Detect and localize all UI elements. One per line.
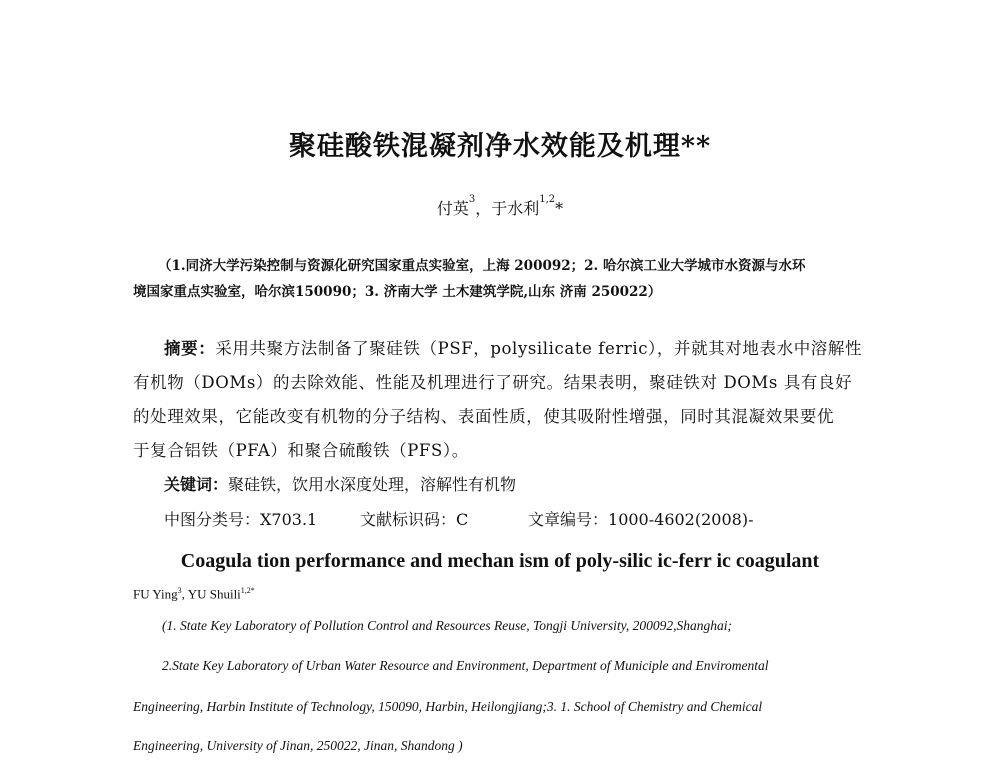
english-affiliation-line: 2.State Key Laboratory of Urban Water Resource and Environment, Department of Municiple and Enviromental <box>162 658 769 673</box>
abstract-line: 有机物（DOMs）的去除效能、性能及机理进行了研究。结果表明，聚硅铁对 DOMs 具有良好 <box>133 373 853 392</box>
affiliation-line: （1.同济大学污染控制与资源化研究国家重点实验室，上海 200092；2. 哈尔滨工业大学城市水资源与水环 <box>158 258 806 274</box>
clc-number <box>164 507 317 530</box>
clc-value: X703.1 <box>260 510 318 529</box>
article-label: 文章编号： <box>528 510 609 529</box>
author-mark: * <box>555 199 564 218</box>
author-name: 付英 <box>436 199 469 218</box>
abstract-label: 摘要： <box>164 339 216 358</box>
english-author-sup: 1,2* <box>240 586 255 595</box>
doc-value: C <box>456 510 469 529</box>
author-line <box>0 196 1000 219</box>
english-affiliation-line: Engineering, Harbin Institute of Technology, 150090, Harbin, Heilongjiang;3. 1. School of Chemistry and Chemical <box>133 699 763 714</box>
english-affiliation-line: Engineering, University of Jinan, 250022, Jinan, Shandong ) <box>133 738 463 753</box>
abstract-line: 的处理效果，它能改变有机物的分子结构、表面性质，使其吸附性增强，同时其混凝效果要优 <box>133 407 835 426</box>
author-separator: ， <box>475 199 492 218</box>
doc-label: 文献标识码： <box>360 510 457 529</box>
clc-label: 中图分类号： <box>164 510 261 529</box>
abstract-text: 采用共聚方法制备了聚硅铁（PSF，polysilicate ferric），并就其对地表水中溶解性 <box>215 339 863 358</box>
author-sup: 1,2 <box>539 194 556 205</box>
document-code <box>360 507 468 530</box>
affiliation-line: 境国家重点实验室，哈尔滨150090；3. 济南大学 土木建筑学院,山东 济南 250022） <box>133 284 662 300</box>
article-value: 1000-4602(2008)- <box>608 510 754 529</box>
english-author-name: YU Shuili <box>187 586 241 602</box>
english-author-sup: 3 <box>177 586 182 595</box>
abstract-line <box>164 335 862 359</box>
keywords-value: 聚硅铁，饮用水深度处理，溶解性有机物 <box>228 475 517 494</box>
english-authors <box>133 586 255 602</box>
article-number <box>528 507 753 530</box>
english-author-separator: , <box>181 586 188 602</box>
keywords-line <box>164 472 516 495</box>
english-affiliation-line: (1. State Key Laboratory of Pollution Control and Resources Reuse, Tongji University, 200092,Shanghai; <box>162 618 732 633</box>
english-author-name: FU Ying <box>133 586 178 602</box>
keywords-label: 关键词： <box>164 475 229 494</box>
paper-title: 聚硅酸铁混凝剂净水效能及机理** <box>288 131 712 162</box>
abstract-line: 于复合铝铁（PFA）和聚合硫酸铁（PFS）。 <box>133 441 469 460</box>
english-title: Coagula tion performance and mechan ism of poly-silic ic-ferr ic coagulant <box>180 550 820 572</box>
author-name: 于水利 <box>491 199 540 218</box>
author-sup: 3 <box>468 194 476 205</box>
